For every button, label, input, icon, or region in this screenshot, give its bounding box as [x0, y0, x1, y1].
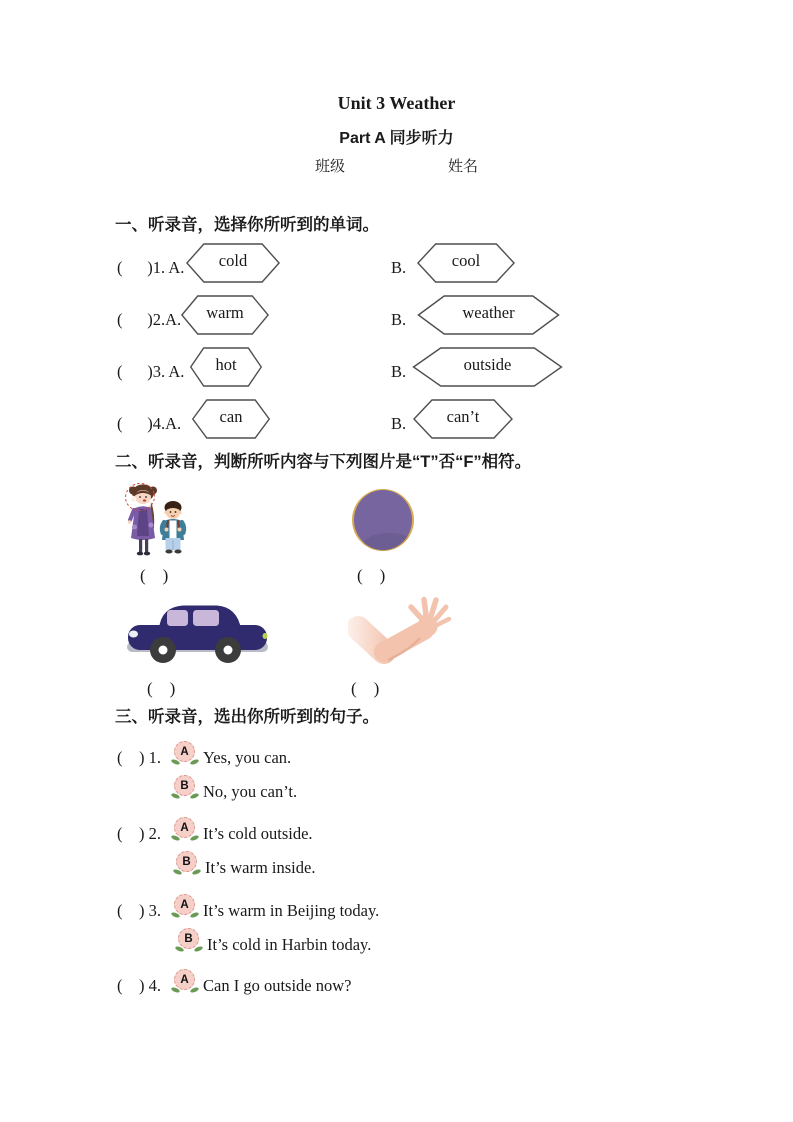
- option-badge-b: [176, 928, 202, 952]
- hexagon-option-a: [190, 347, 262, 387]
- answer-blank-prefix: ( ) 1.: [117, 748, 161, 767]
- badge-letter: A: [174, 817, 195, 838]
- option-word: cool: [451, 251, 481, 270]
- option-badge-b: [174, 851, 200, 875]
- badge-letter: A: [174, 894, 195, 915]
- answer-blank-prefix: ( )2.A.: [117, 310, 182, 329]
- hexagon-option-a: [192, 399, 270, 439]
- answer-blank: ( ): [140, 566, 169, 585]
- answer-blank: ( ): [357, 566, 386, 585]
- name-label: 姓名: [448, 159, 479, 175]
- sentence-text: No, you can’t.: [203, 782, 298, 801]
- option-word: cold: [218, 251, 248, 270]
- sentence-text: It’s warm in Beijing today.: [203, 901, 380, 920]
- section2-heading: 二、听录音，判断所听内容与下列图片是“T”否“F”相符。: [115, 453, 532, 471]
- picture-arm: [348, 596, 455, 666]
- page-title: Unit 3 Weather: [337, 93, 456, 113]
- badge-letter: B: [174, 775, 195, 796]
- answer-blank-prefix: ( ) 3.: [117, 901, 161, 920]
- option-badge-a: [172, 741, 198, 765]
- option-b-label: B.: [391, 362, 407, 381]
- section3-heading: 三、听录音，选出你所听到的句子。: [115, 708, 379, 726]
- answer-blank-prefix: ( )3. A.: [117, 362, 185, 381]
- hexagon-option-b: [412, 347, 563, 387]
- hexagon-option-b: [413, 399, 513, 439]
- picture-mother-and-boy: [121, 482, 189, 562]
- option-word: outside: [463, 355, 512, 374]
- badge-letter: B: [176, 851, 197, 872]
- option-badge-a: [172, 969, 198, 993]
- option-word: can’t: [446, 407, 480, 426]
- badge-letter: A: [174, 741, 195, 762]
- hexagon-option-b: [417, 295, 560, 335]
- option-badge-a: [172, 894, 198, 918]
- picture-car: [125, 598, 270, 668]
- option-b-label: B.: [391, 310, 407, 329]
- option-word: warm: [206, 303, 244, 322]
- answer-blank: ( ): [147, 679, 176, 698]
- page-subtitle: Part A 同步听力: [339, 130, 454, 147]
- arm-illustration: [348, 596, 455, 666]
- answer-blank: ( ): [351, 679, 380, 698]
- option-word: weather: [462, 303, 515, 322]
- answer-blank-prefix: ( ) 4.: [117, 976, 161, 995]
- picture-striped-ball: [351, 487, 415, 555]
- sentence-text: It’s warm inside.: [205, 858, 316, 877]
- class-label: 班级: [315, 159, 346, 175]
- badge-letter: A: [174, 969, 195, 990]
- car-illustration: [125, 598, 270, 668]
- option-b-label: B.: [391, 258, 407, 277]
- answer-blank-prefix: ( )1. A.: [117, 258, 185, 277]
- sentence-text: It’s cold outside.: [203, 824, 313, 843]
- sentence-text: Yes, you can.: [203, 748, 292, 767]
- mother-and-boy-illustration: [121, 482, 189, 562]
- sentence-text: Can I go outside now?: [203, 976, 352, 995]
- sentence-text: It’s cold in Harbin today.: [207, 935, 372, 954]
- answer-blank-prefix: ( ) 2.: [117, 824, 161, 843]
- hexagon-option-a: [186, 243, 280, 283]
- boy-figure: [162, 501, 184, 554]
- answer-blank-prefix: ( )4.A.: [117, 414, 182, 433]
- option-badge-b: [172, 775, 198, 799]
- option-b-label: B.: [391, 414, 407, 433]
- striped-ball-illustration: [351, 487, 415, 555]
- option-word: can: [219, 407, 243, 426]
- option-word: hot: [215, 355, 237, 374]
- badge-letter: B: [178, 928, 199, 949]
- hexagon-option-a: [181, 295, 269, 335]
- hexagon-option-b: [417, 243, 515, 283]
- option-badge-a: [172, 817, 198, 841]
- section1-heading: 一、听录音，选择你所听到的单词。: [115, 216, 379, 234]
- woman-figure: [123, 482, 157, 555]
